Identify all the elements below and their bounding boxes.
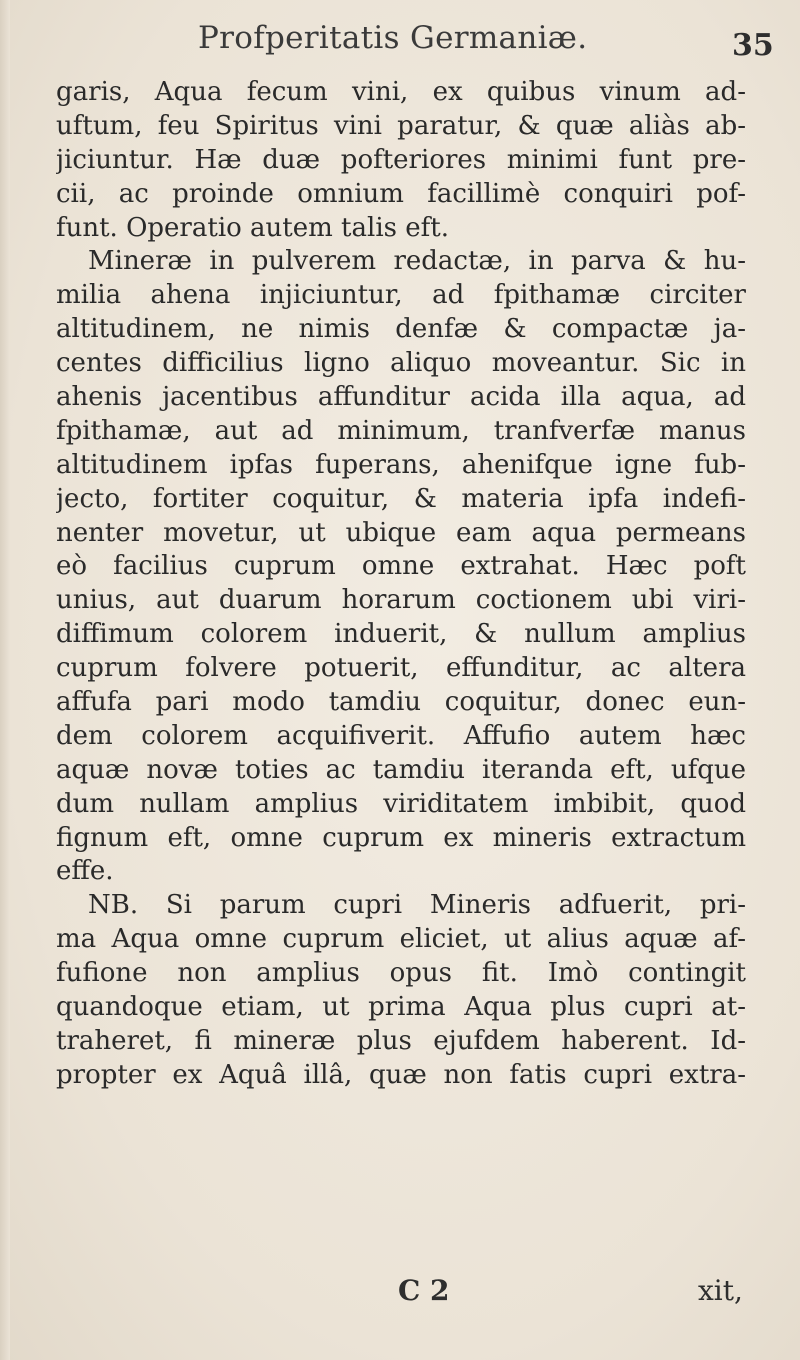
catchword: xit, — [698, 1274, 743, 1307]
text-line-27: fufione non amplius opus fit. Imò contingit — [56, 958, 746, 989]
text-line-9: centes difficilius ligno aliquo moveantur. Sic in — [56, 348, 746, 379]
signature-mark: C 2 — [398, 1274, 450, 1307]
text-line-11: fpithamæ, aut ad minimum, tranfverfæ manus — [56, 415, 746, 446]
text-line-18: cuprum folvere potuerit, effunditur, ac altera — [56, 653, 746, 684]
text-line-4: cii, ac proinde omnium facillimè conquiri pof- — [56, 178, 746, 209]
text-line-19: affufa pari modo tamdiu coquitur, donec eun- — [56, 687, 746, 718]
text-line-24: effe. — [56, 856, 114, 887]
text-line-20: dem colorem acquifiverit. Affufio autem hæc — [56, 720, 746, 751]
text-line-30: propter ex Aquâ illâ, quæ non fatis cupri extra- — [56, 1059, 746, 1090]
text-line-14: nenter movetur, ut ubique eam aqua permeans — [56, 517, 746, 548]
text-line-21: aquæ novæ toties ac tamdiu iteranda eft, ufque — [56, 754, 746, 785]
text-line-23: fignum eft, omne cuprum ex mineris extractum — [56, 822, 746, 853]
text-line-8: altitudinem, ne nimis denfæ & compactæ ja- — [56, 314, 746, 345]
text-line-26: ma Aqua omne cuprum eliciet, ut alius aquæ af- — [56, 924, 746, 955]
text-line-2: uftum, feu Spiritus vini paratur, & quæ aliàs ab- — [56, 110, 746, 141]
paragraph-2-first-line: Mineræ in pulverem redactæ, in parva & hu- — [88, 246, 746, 277]
text-line-16: unius, aut duarum horarum coctionem ubi viri- — [56, 585, 746, 616]
text-body — [56, 76, 746, 1093]
text-line-15: eò facilius cuprum omne extrahat. Hæc poft — [56, 551, 746, 582]
text-line-10: ahenis jacentibus affunditur acida illa aqua, ad — [56, 382, 746, 413]
text-line-13: jecto, fortiter coquitur, & materia ipfa indefi- — [56, 483, 746, 514]
nota-bene-first-line: NB. Si parum cupri Mineris adfuerit, pri- — [88, 890, 746, 921]
text-line-5: funt. Operatio autem talis eft. — [56, 212, 449, 243]
text-line-28: quandoque etiam, ut prima Aqua plus cupri at- — [56, 992, 746, 1023]
text-line-22: dum nullam amplius viriditatem imbibit, quod — [56, 788, 746, 819]
text-line-17: diffimum colorem induerit, & nullum amplius — [56, 619, 746, 650]
text-line-7: milia ahena injiciuntur, ad fpithamæ circiter — [56, 280, 746, 311]
page-gutter — [0, 0, 10, 1360]
text-line-12: altitudinem ipfas fuperans, ahenifque igne fub- — [56, 449, 746, 480]
page-footer — [0, 1274, 800, 1314]
running-title: Profperitatis Germaniæ. — [198, 20, 588, 56]
text-line-3: jiciuntur. Hæ duæ pofteriores minimi funt pre- — [56, 144, 746, 175]
page-number: 35 — [732, 28, 774, 63]
text-line-29: traheret, fi mineræ plus ejufdem haberent. Id- — [56, 1025, 746, 1056]
text-line-1: garis, Aqua fecum vini, ex quibus vinum ad- — [56, 77, 746, 107]
running-head — [0, 18, 800, 68]
